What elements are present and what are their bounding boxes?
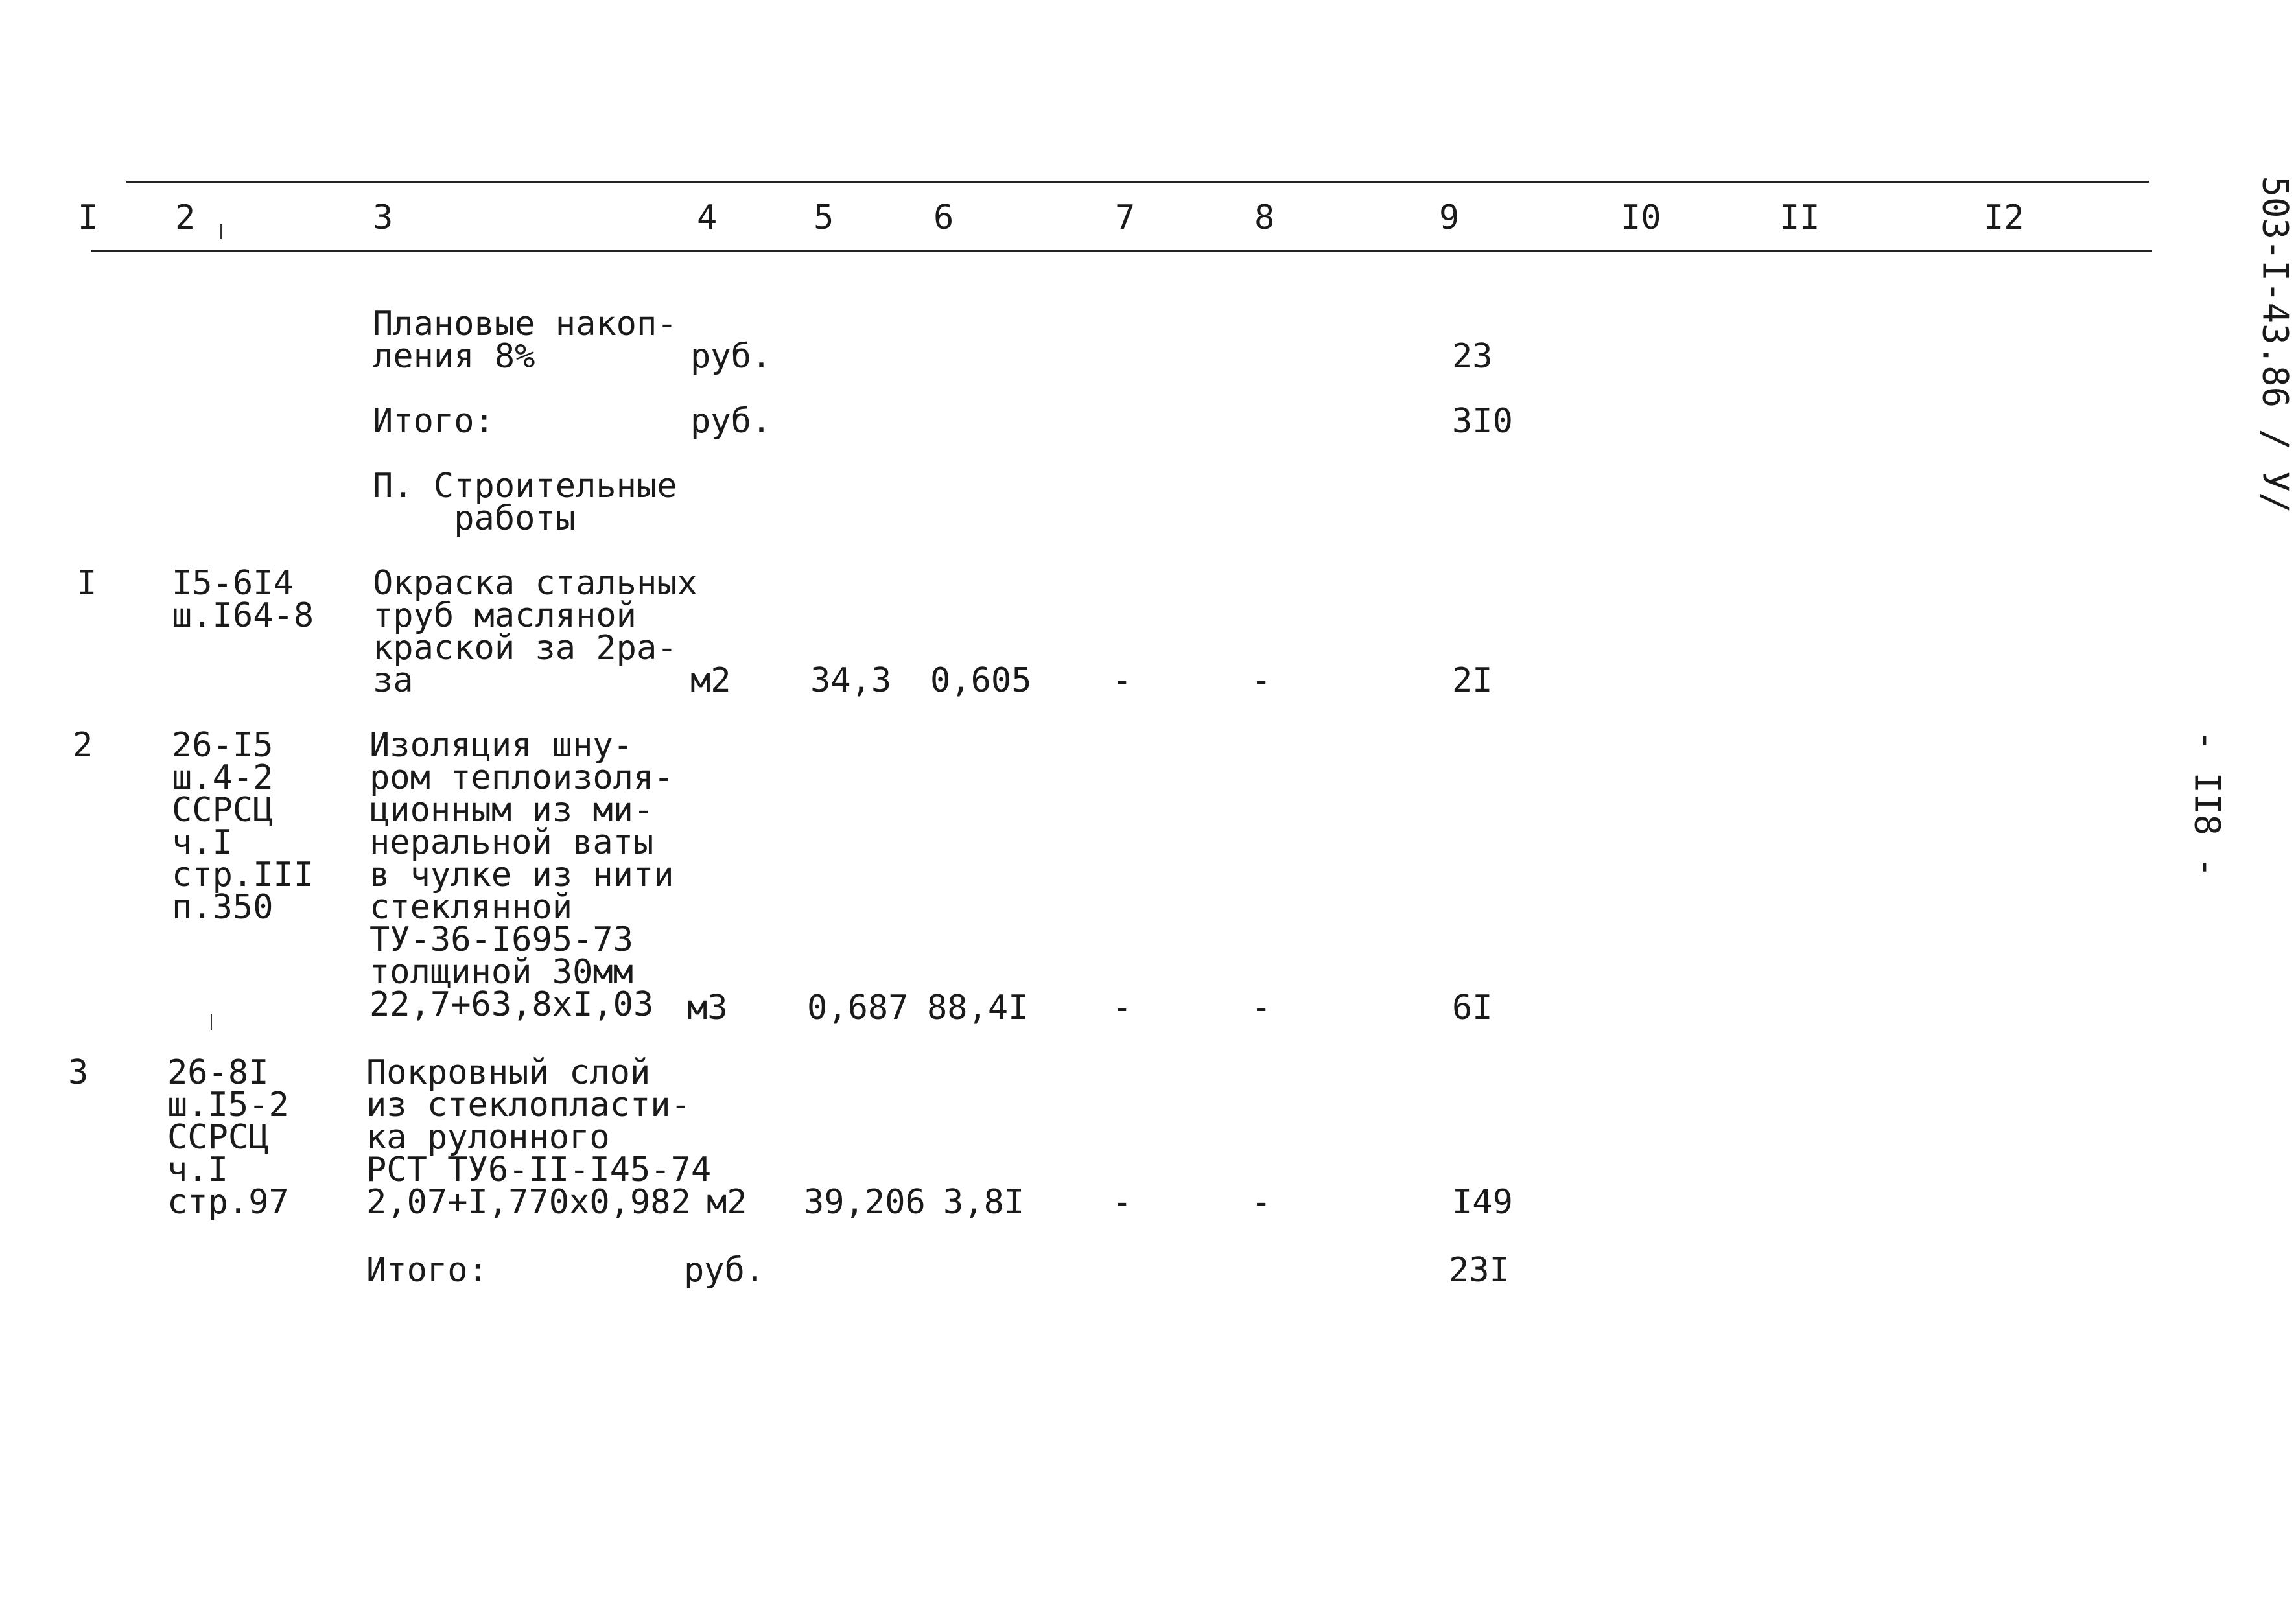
section-heading: П. Строительные работы xyxy=(373,467,677,538)
row-unit-cost: 3,8I xyxy=(943,1183,1025,1222)
row-unit: м2 xyxy=(707,1183,747,1222)
row-description: Итого: xyxy=(373,402,495,441)
col-header-2: 2 xyxy=(175,198,196,237)
row-unit-cost: 0,605 xyxy=(930,661,1032,700)
page-number: - II8 - xyxy=(2186,730,2228,878)
scan-tick xyxy=(220,224,222,239)
row-total: 3I0 xyxy=(1452,402,1513,441)
col-header-11: II xyxy=(1779,198,1820,237)
row-number: 3 xyxy=(68,1053,89,1092)
row-reference: 26-I5 ш.4-2 ССРСЦ ч.I стр.III п.350 xyxy=(172,726,314,927)
col-header-3: 3 xyxy=(373,198,393,237)
row-unit: руб. xyxy=(690,337,772,376)
row-description: Окраска стальных труб масляной краской за 2ра- за xyxy=(373,564,697,700)
scan-tick xyxy=(211,1014,212,1030)
row-unit: руб. xyxy=(684,1251,766,1290)
row-col8: - xyxy=(1251,988,1272,1027)
header-rule xyxy=(91,250,2152,252)
top-rule xyxy=(126,181,2149,183)
col-header-9: 9 xyxy=(1439,198,1460,237)
col-header-5: 5 xyxy=(814,198,834,237)
row-description: Покровный слой из стеклопласти- ка рулонного РСТ ТУ6-II-I45-74 2,07+I,770х0,982 xyxy=(366,1053,712,1222)
row-total: 23 xyxy=(1452,337,1493,376)
col-header-6: 6 xyxy=(933,198,954,237)
col-header-12: I2 xyxy=(1984,198,2024,237)
row-reference: I5-6I4 ш.I64-8 xyxy=(172,564,314,635)
col-header-10: I0 xyxy=(1621,198,1661,237)
row-description: Итого: xyxy=(366,1251,488,1290)
row-col7: - xyxy=(1112,1183,1132,1222)
col-header-7: 7 xyxy=(1115,198,1136,237)
row-unit: м2 xyxy=(690,661,731,700)
col-header-1: I xyxy=(78,198,99,237)
document-code: 503-I-43.86 / У/ xyxy=(2255,176,2296,513)
row-number: I xyxy=(76,564,97,603)
row-col8: - xyxy=(1251,1183,1272,1222)
row-reference: 26-8I ш.I5-2 ССРСЦ ч.I стр.97 xyxy=(167,1053,289,1222)
row-total: 23I xyxy=(1449,1251,1510,1290)
row-total: I49 xyxy=(1452,1183,1513,1222)
row-col7: - xyxy=(1112,661,1132,700)
row-description: Изоляция шну- ром теплоизоля- ционным из ми- неральной ваты в чулке из нити стеклянной ТУ-36-I695-73 толщиной 30мм 22,7+63,8хI,03 xyxy=(369,726,674,1024)
row-total: 6I xyxy=(1452,988,1493,1027)
row-quantity: 0,687 xyxy=(807,988,909,1027)
row-unit: м3 xyxy=(687,988,728,1027)
row-col8: - xyxy=(1251,661,1272,700)
row-unit: руб. xyxy=(690,402,772,441)
row-total: 2I xyxy=(1452,661,1493,700)
row-description: Плановые накоп- ления 8% xyxy=(373,305,677,376)
row-quantity: 34,3 xyxy=(810,661,892,700)
row-col7: - xyxy=(1112,988,1132,1027)
row-unit-cost: 88,4I xyxy=(927,988,1029,1027)
col-header-4: 4 xyxy=(697,198,718,237)
col-header-8: 8 xyxy=(1254,198,1275,237)
row-quantity: 39,206 xyxy=(804,1183,926,1222)
row-number: 2 xyxy=(73,726,93,765)
